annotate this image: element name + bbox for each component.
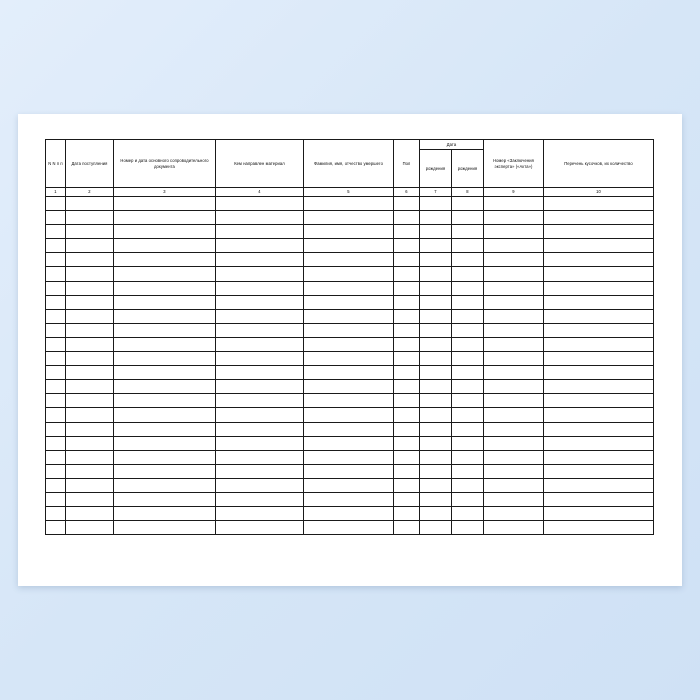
table-row[interactable] — [46, 366, 654, 380]
table-cell[interactable] — [46, 295, 66, 309]
table-cell[interactable] — [394, 507, 420, 521]
column-number-3: 3 — [114, 188, 216, 197]
table-cell[interactable] — [544, 422, 654, 436]
table-cell[interactable] — [216, 239, 304, 253]
table-cell[interactable] — [114, 295, 216, 309]
table-cell[interactable] — [394, 197, 420, 211]
table-cell[interactable] — [114, 380, 216, 394]
table-cell[interactable] — [216, 197, 304, 211]
table-cell[interactable] — [46, 380, 66, 394]
table-cell[interactable] — [544, 408, 654, 422]
table-cell[interactable] — [66, 352, 114, 366]
table-cell[interactable] — [216, 422, 304, 436]
header-group-row — [46, 140, 654, 150]
table-cell[interactable] — [544, 450, 654, 464]
header-cell-pieces-list: Перечень кусочков, их количество — [544, 140, 654, 188]
header-cell-full-name: Фамилия, имя, отчество умершего — [304, 140, 394, 188]
table-cell[interactable] — [66, 281, 114, 295]
table-cell[interactable] — [216, 323, 304, 337]
header-cell-sender: Кем направлен материал — [216, 140, 304, 188]
table-cell[interactable] — [544, 281, 654, 295]
table-cell[interactable] — [46, 492, 66, 506]
table-cell[interactable] — [394, 366, 420, 380]
table-cell[interactable] — [420, 239, 452, 253]
table-cell[interactable] — [394, 253, 420, 267]
table-cell[interactable] — [66, 323, 114, 337]
table-row[interactable] — [46, 380, 654, 394]
table-cell[interactable] — [216, 492, 304, 506]
table-cell[interactable] — [394, 521, 420, 535]
table-row[interactable] — [46, 295, 654, 309]
header-cell-expert-report-number: Номер «Заключения эксперта» («Акта») — [484, 140, 544, 188]
table-cell[interactable] — [114, 408, 216, 422]
table-cell[interactable] — [46, 323, 66, 337]
table-row[interactable] — [46, 521, 654, 535]
table-cell[interactable] — [452, 436, 484, 450]
table-cell[interactable] — [484, 267, 544, 281]
table-cell[interactable] — [304, 281, 394, 295]
table-cell[interactable] — [216, 464, 304, 478]
table-cell[interactable] — [420, 253, 452, 267]
table-cell[interactable] — [46, 450, 66, 464]
header-cell-sex: Пол — [394, 140, 420, 188]
table-cell[interactable] — [114, 337, 216, 351]
table-row[interactable] — [46, 450, 654, 464]
table-cell[interactable] — [420, 366, 452, 380]
table-cell[interactable] — [114, 464, 216, 478]
table-cell[interactable] — [304, 253, 394, 267]
table-cell[interactable] — [484, 408, 544, 422]
table-cell[interactable] — [420, 295, 452, 309]
table-cell[interactable] — [46, 253, 66, 267]
table-cell[interactable] — [66, 225, 114, 239]
table-cell[interactable] — [216, 394, 304, 408]
table-cell[interactable] — [452, 507, 484, 521]
table-cell[interactable] — [394, 380, 420, 394]
table-cell[interactable] — [452, 225, 484, 239]
column-number-5: 5 — [304, 188, 394, 197]
table-cell[interactable] — [544, 521, 654, 535]
table-cell[interactable] — [304, 436, 394, 450]
table-cell[interactable] — [452, 253, 484, 267]
table-cell[interactable] — [420, 352, 452, 366]
table-row[interactable] — [46, 507, 654, 521]
table-cell[interactable] — [420, 521, 452, 535]
table-cell[interactable] — [484, 337, 544, 351]
table-cell[interactable] — [114, 211, 216, 225]
table-cell[interactable] — [304, 464, 394, 478]
column-number-10: 10 — [544, 188, 654, 197]
table-cell[interactable] — [114, 352, 216, 366]
table-cell[interactable] — [484, 323, 544, 337]
table-cell[interactable] — [66, 211, 114, 225]
table-cell[interactable] — [484, 422, 544, 436]
table-cell[interactable] — [394, 211, 420, 225]
table-cell[interactable] — [304, 337, 394, 351]
table-cell[interactable] — [216, 408, 304, 422]
table-cell[interactable] — [420, 281, 452, 295]
table-cell[interactable] — [216, 225, 304, 239]
column-number-8: 8 — [452, 188, 484, 197]
table-cell[interactable] — [544, 295, 654, 309]
table-row[interactable] — [46, 211, 654, 225]
table-row[interactable] — [46, 239, 654, 253]
table-cell[interactable] — [544, 352, 654, 366]
header-cell-death-date: рождения — [452, 150, 484, 188]
table-cell[interactable] — [66, 450, 114, 464]
table-row[interactable] — [46, 436, 654, 450]
table-cell[interactable] — [216, 295, 304, 309]
table-cell[interactable] — [420, 394, 452, 408]
table-cell[interactable] — [114, 253, 216, 267]
table-cell[interactable] — [544, 267, 654, 281]
table-cell[interactable] — [394, 309, 420, 323]
table-cell[interactable] — [114, 225, 216, 239]
column-number-9: 9 — [484, 188, 544, 197]
table-cell[interactable] — [484, 450, 544, 464]
table-cell[interactable] — [394, 352, 420, 366]
table-cell[interactable] — [114, 309, 216, 323]
table-cell[interactable] — [452, 352, 484, 366]
table-cell[interactable] — [66, 366, 114, 380]
table-cell[interactable] — [216, 478, 304, 492]
header-cell-birth-date: рождения — [420, 150, 452, 188]
table-cell[interactable] — [66, 253, 114, 267]
table-cell[interactable] — [304, 366, 394, 380]
table-cell[interactable] — [304, 422, 394, 436]
table-cell[interactable] — [420, 197, 452, 211]
table-cell[interactable] — [46, 309, 66, 323]
table-cell[interactable] — [394, 337, 420, 351]
table-cell[interactable] — [304, 323, 394, 337]
table-cell[interactable] — [114, 422, 216, 436]
table-cell[interactable] — [420, 323, 452, 337]
table-cell[interactable] — [46, 225, 66, 239]
table-cell[interactable] — [452, 366, 484, 380]
table-row[interactable] — [46, 281, 654, 295]
table-cell[interactable] — [304, 309, 394, 323]
table-cell[interactable] — [452, 337, 484, 351]
table-cell[interactable] — [394, 323, 420, 337]
table-cell[interactable] — [46, 267, 66, 281]
table-cell[interactable] — [114, 281, 216, 295]
table-cell[interactable] — [46, 521, 66, 535]
table-cell[interactable] — [304, 267, 394, 281]
table-cell[interactable] — [484, 352, 544, 366]
table-cell[interactable] — [66, 436, 114, 450]
table-cell[interactable] — [544, 436, 654, 450]
table-cell[interactable] — [304, 521, 394, 535]
table-cell[interactable] — [484, 295, 544, 309]
table-cell[interactable] — [394, 267, 420, 281]
table-cell[interactable] — [114, 197, 216, 211]
table-cell[interactable] — [46, 366, 66, 380]
table-cell[interactable] — [304, 380, 394, 394]
table-cell[interactable] — [66, 309, 114, 323]
table-cell[interactable] — [452, 492, 484, 506]
table-cell[interactable] — [544, 323, 654, 337]
table-cell[interactable] — [394, 394, 420, 408]
table-cell[interactable] — [452, 380, 484, 394]
table-cell[interactable] — [114, 267, 216, 281]
table-cell[interactable] — [216, 337, 304, 351]
table-cell[interactable] — [452, 281, 484, 295]
column-number-2: 2 — [66, 188, 114, 197]
registration-table — [45, 139, 654, 535]
table-cell[interactable] — [46, 422, 66, 436]
table-cell[interactable] — [114, 492, 216, 506]
table-cell[interactable] — [216, 267, 304, 281]
table-cell[interactable] — [452, 450, 484, 464]
table-cell[interactable] — [452, 309, 484, 323]
table-cell[interactable] — [484, 211, 544, 225]
table-cell[interactable] — [216, 436, 304, 450]
column-number-row — [46, 188, 654, 197]
table-cell[interactable] — [46, 281, 66, 295]
table-row[interactable] — [46, 352, 654, 366]
table-cell[interactable] — [544, 380, 654, 394]
table-cell[interactable] — [394, 450, 420, 464]
table-cell[interactable] — [46, 211, 66, 225]
column-number-4: 4 — [216, 188, 304, 197]
table-cell[interactable] — [544, 253, 654, 267]
table-cell[interactable] — [46, 478, 66, 492]
registration-table-wrapper — [45, 139, 653, 559]
table-row[interactable] — [46, 464, 654, 478]
table-cell[interactable] — [394, 225, 420, 239]
table-cell[interactable] — [46, 239, 66, 253]
table-cell[interactable] — [484, 253, 544, 267]
table-cell[interactable] — [216, 352, 304, 366]
table-cell[interactable] — [544, 478, 654, 492]
table-cell[interactable] — [114, 450, 216, 464]
table-cell[interactable] — [304, 507, 394, 521]
table-cell[interactable] — [114, 521, 216, 535]
table-cell[interactable] — [484, 464, 544, 478]
table-cell[interactable] — [544, 394, 654, 408]
table-cell[interactable] — [544, 464, 654, 478]
table-cell[interactable] — [420, 225, 452, 239]
table-cell[interactable] — [394, 408, 420, 422]
table-row[interactable] — [46, 478, 654, 492]
table-cell[interactable] — [420, 380, 452, 394]
table-cell[interactable] — [304, 239, 394, 253]
table-cell[interactable] — [114, 478, 216, 492]
table-cell[interactable] — [420, 337, 452, 351]
table-row[interactable] — [46, 422, 654, 436]
table-cell[interactable] — [484, 309, 544, 323]
table-cell[interactable] — [484, 225, 544, 239]
table-cell[interactable] — [114, 394, 216, 408]
table-cell[interactable] — [66, 394, 114, 408]
table-cell[interactable] — [66, 422, 114, 436]
table-cell[interactable] — [484, 366, 544, 380]
table-cell[interactable] — [304, 295, 394, 309]
table-cell[interactable] — [420, 436, 452, 450]
table-cell[interactable] — [484, 197, 544, 211]
table-cell[interactable] — [304, 394, 394, 408]
table-cell[interactable] — [544, 197, 654, 211]
table-cell[interactable] — [420, 309, 452, 323]
table-cell[interactable] — [452, 521, 484, 535]
table-cell[interactable] — [544, 239, 654, 253]
header-cell-date-group: Дата — [420, 140, 484, 150]
table-cell[interactable] — [46, 436, 66, 450]
table-cell[interactable] — [394, 281, 420, 295]
table-cell[interactable] — [394, 492, 420, 506]
table-cell[interactable] — [114, 366, 216, 380]
table-cell[interactable] — [66, 478, 114, 492]
table-cell[interactable] — [452, 239, 484, 253]
table-cell[interactable] — [484, 478, 544, 492]
table-cell[interactable] — [216, 309, 304, 323]
table-cell[interactable] — [452, 267, 484, 281]
table-cell[interactable] — [452, 323, 484, 337]
table-cell[interactable] — [484, 436, 544, 450]
table-cell[interactable] — [420, 422, 452, 436]
table-cell[interactable] — [114, 239, 216, 253]
table-cell[interactable] — [452, 394, 484, 408]
header-cell-date-received: Дата поступления — [66, 140, 114, 188]
table-cell[interactable] — [66, 464, 114, 478]
table-cell[interactable] — [46, 464, 66, 478]
table-cell[interactable] — [484, 380, 544, 394]
table-cell[interactable] — [544, 337, 654, 351]
table-cell[interactable] — [216, 521, 304, 535]
table-cell[interactable] — [420, 211, 452, 225]
table-row[interactable] — [46, 225, 654, 239]
column-number-1: 1 — [46, 188, 66, 197]
table-cell[interactable] — [216, 211, 304, 225]
table-cell[interactable] — [216, 507, 304, 521]
table-cell[interactable] — [452, 408, 484, 422]
table-body — [46, 197, 654, 535]
table-cell[interactable] — [216, 253, 304, 267]
table-header — [46, 140, 654, 197]
table-cell[interactable] — [216, 380, 304, 394]
table-cell[interactable] — [394, 436, 420, 450]
table-cell[interactable] — [114, 436, 216, 450]
table-cell[interactable] — [46, 394, 66, 408]
table-cell[interactable] — [66, 380, 114, 394]
table-cell[interactable] — [394, 422, 420, 436]
table-cell[interactable] — [304, 450, 394, 464]
table-cell[interactable] — [394, 478, 420, 492]
table-cell[interactable] — [394, 239, 420, 253]
table-cell[interactable] — [66, 521, 114, 535]
table-cell[interactable] — [394, 295, 420, 309]
table-cell[interactable] — [544, 309, 654, 323]
table-cell[interactable] — [484, 394, 544, 408]
table-cell[interactable] — [216, 450, 304, 464]
header-cell-document-number: Номер и дата основного сопроводительного документа — [114, 140, 216, 188]
column-number-7: 7 — [420, 188, 452, 197]
table-cell[interactable] — [46, 507, 66, 521]
table-cell[interactable] — [420, 408, 452, 422]
table-cell[interactable] — [304, 478, 394, 492]
table-cell[interactable] — [452, 422, 484, 436]
table-cell[interactable] — [484, 521, 544, 535]
table-cell[interactable] — [304, 492, 394, 506]
table-cell[interactable] — [452, 197, 484, 211]
table-cell[interactable] — [484, 239, 544, 253]
table-cell[interactable] — [420, 507, 452, 521]
table-cell[interactable] — [420, 492, 452, 506]
table-cell[interactable] — [46, 337, 66, 351]
table-cell[interactable] — [46, 408, 66, 422]
table-cell[interactable] — [114, 323, 216, 337]
column-number-6: 6 — [394, 188, 420, 197]
header-cell-number: N N п п — [46, 140, 66, 188]
table-row[interactable] — [46, 267, 654, 281]
table-cell[interactable] — [66, 239, 114, 253]
table-row[interactable] — [46, 309, 654, 323]
table-cell[interactable] — [66, 197, 114, 211]
table-cell[interactable] — [544, 507, 654, 521]
table-cell[interactable] — [420, 450, 452, 464]
table-cell[interactable] — [452, 295, 484, 309]
table-cell[interactable] — [420, 478, 452, 492]
table-cell[interactable] — [544, 225, 654, 239]
table-cell[interactable] — [114, 507, 216, 521]
table-row[interactable] — [46, 394, 654, 408]
table-cell[interactable] — [216, 366, 304, 380]
table-cell[interactable] — [484, 507, 544, 521]
table-cell[interactable] — [66, 267, 114, 281]
table-row[interactable] — [46, 408, 654, 422]
table-cell[interactable] — [544, 366, 654, 380]
table-row[interactable] — [46, 253, 654, 267]
table-cell[interactable] — [484, 281, 544, 295]
table-cell[interactable] — [66, 337, 114, 351]
table-cell[interactable] — [304, 197, 394, 211]
table-row[interactable] — [46, 337, 654, 351]
table-cell[interactable] — [544, 492, 654, 506]
table-cell[interactable] — [304, 408, 394, 422]
table-cell[interactable] — [46, 352, 66, 366]
table-cell[interactable] — [304, 211, 394, 225]
table-cell[interactable] — [420, 464, 452, 478]
table-row[interactable] — [46, 197, 654, 211]
table-cell[interactable] — [420, 267, 452, 281]
table-cell[interactable] — [66, 408, 114, 422]
table-cell[interactable] — [452, 211, 484, 225]
table-cell[interactable] — [66, 492, 114, 506]
document-sheet — [18, 114, 682, 586]
table-cell[interactable] — [304, 225, 394, 239]
table-cell[interactable] — [66, 507, 114, 521]
table-cell[interactable] — [394, 464, 420, 478]
table-cell[interactable] — [304, 352, 394, 366]
table-cell[interactable] — [544, 211, 654, 225]
table-cell[interactable] — [452, 478, 484, 492]
table-row[interactable] — [46, 492, 654, 506]
table-cell[interactable] — [484, 492, 544, 506]
table-cell[interactable] — [66, 295, 114, 309]
table-row[interactable] — [46, 323, 654, 337]
table-cell[interactable] — [216, 281, 304, 295]
table-cell[interactable] — [452, 464, 484, 478]
table-cell[interactable] — [46, 197, 66, 211]
